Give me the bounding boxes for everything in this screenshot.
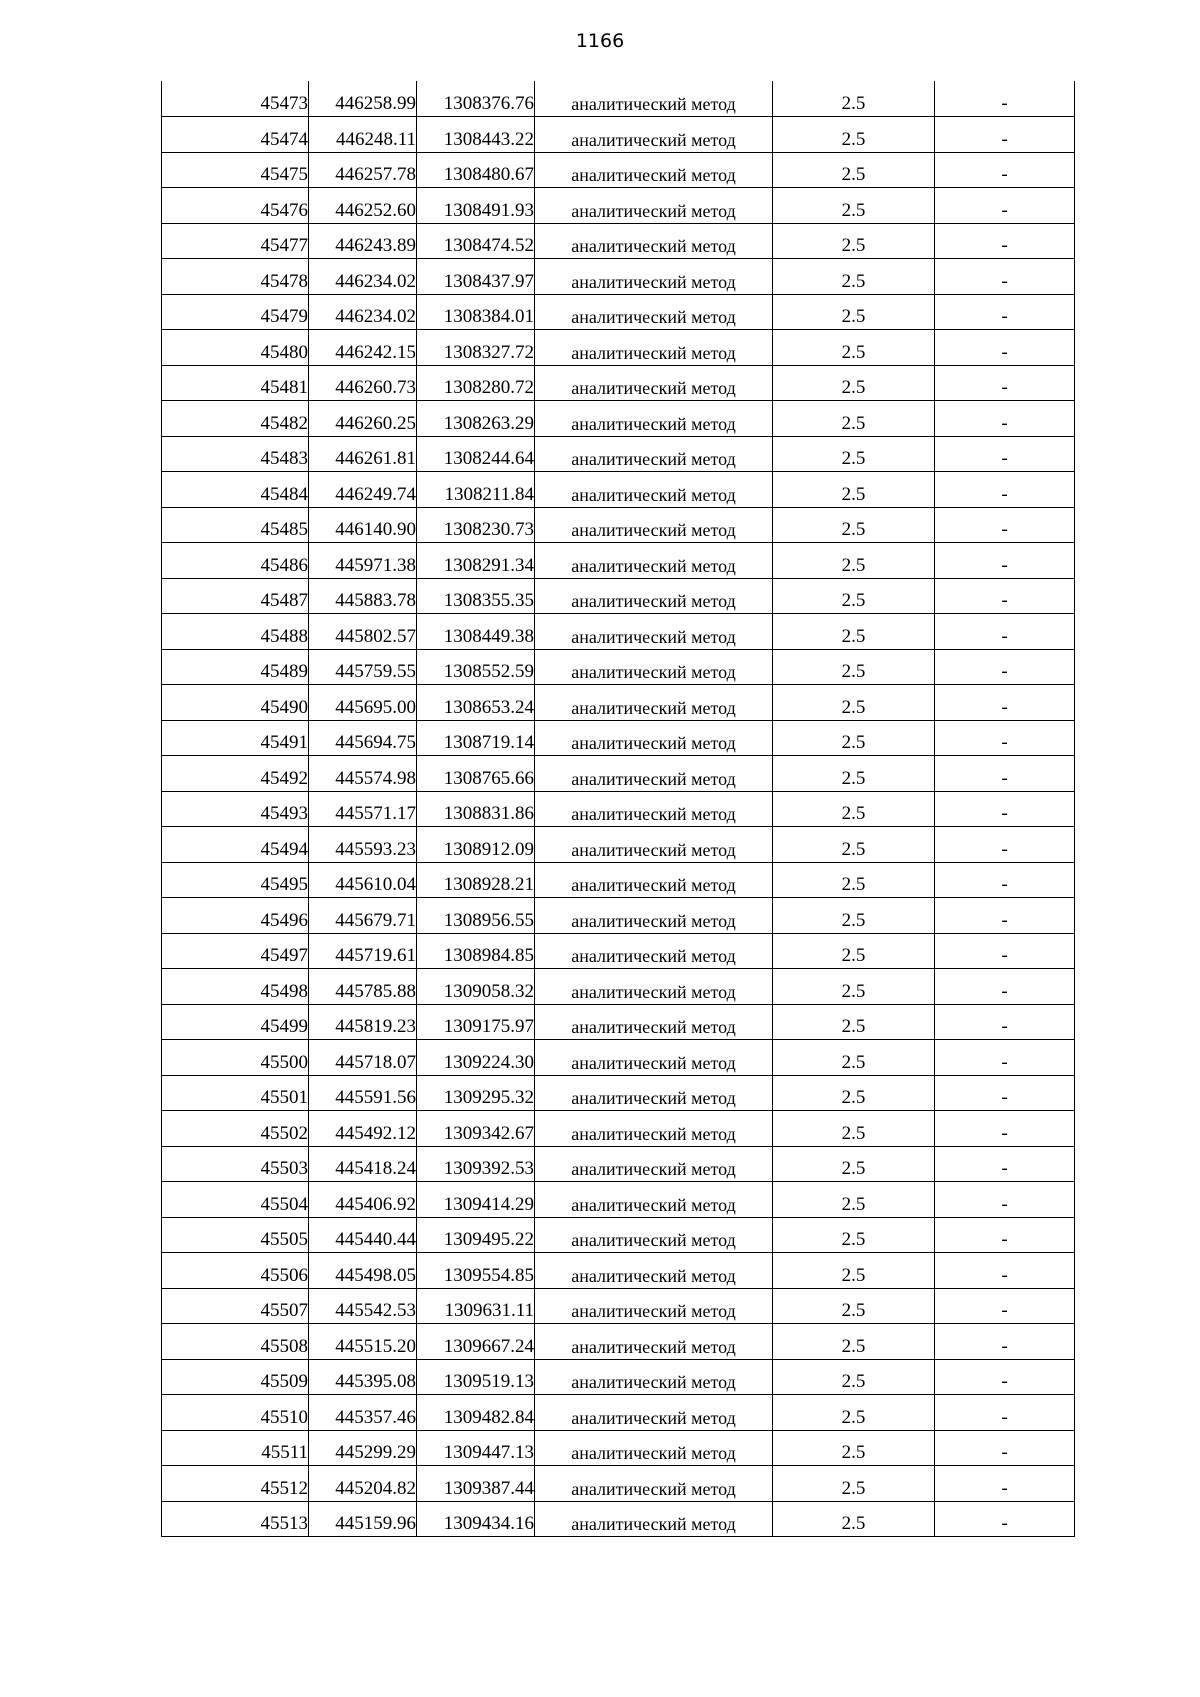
method-cell: аналитический метод: [535, 472, 773, 508]
y-coordinate-cell: 1308653.24: [417, 685, 535, 721]
method-cell: аналитический метод: [535, 1253, 773, 1289]
accuracy-cell: 2.5: [773, 862, 935, 898]
x-coordinate-cell: 445610.04: [309, 862, 417, 898]
y-coordinate-cell: 1309414.29: [417, 1182, 535, 1218]
x-coordinate-cell: 445395.08: [309, 1359, 417, 1395]
table-row: [162, 1146, 1075, 1182]
method-cell: аналитический метод: [535, 152, 773, 188]
y-coordinate-cell: 1308912.09: [417, 827, 535, 863]
method-cell: аналитический метод: [535, 259, 773, 295]
accuracy-cell: 2.5: [773, 685, 935, 721]
x-coordinate-cell: 445695.00: [309, 685, 417, 721]
note-cell: -: [935, 401, 1075, 437]
method-cell: аналитический метод: [535, 436, 773, 472]
point-number-cell: 45486: [162, 543, 309, 579]
x-coordinate-cell: 445492.12: [309, 1111, 417, 1147]
method-cell: аналитический метод: [535, 507, 773, 543]
point-number-cell: 45496: [162, 898, 309, 934]
method-cell: аналитический метод: [535, 365, 773, 401]
method-cell: аналитический метод: [535, 401, 773, 437]
point-number-cell: 45510: [162, 1395, 309, 1431]
note-cell: -: [935, 1217, 1075, 1253]
table-row: [162, 81, 1075, 117]
table-row: [162, 827, 1075, 863]
y-coordinate-cell: 1308928.21: [417, 862, 535, 898]
point-number-cell: 45490: [162, 685, 309, 721]
note-cell: -: [935, 1146, 1075, 1182]
accuracy-cell: 2.5: [773, 152, 935, 188]
x-coordinate-cell: 446248.11: [309, 117, 417, 153]
note-cell: -: [935, 1288, 1075, 1324]
x-coordinate-cell: 445406.92: [309, 1182, 417, 1218]
note-cell: -: [935, 791, 1075, 827]
method-cell: аналитический метод: [535, 294, 773, 330]
accuracy-cell: 2.5: [773, 543, 935, 579]
point-number-cell: 45473: [162, 81, 309, 117]
method-cell: аналитический метод: [535, 81, 773, 117]
accuracy-cell: 2.5: [773, 1111, 935, 1147]
accuracy-cell: 2.5: [773, 969, 935, 1005]
note-cell: -: [935, 578, 1075, 614]
method-cell: аналитический метод: [535, 1217, 773, 1253]
accuracy-cell: 2.5: [773, 365, 935, 401]
point-number-cell: 45512: [162, 1466, 309, 1502]
accuracy-cell: 2.5: [773, 1501, 935, 1537]
point-number-cell: 45492: [162, 756, 309, 792]
y-coordinate-cell: 1309519.13: [417, 1359, 535, 1395]
y-coordinate-cell: 1308355.35: [417, 578, 535, 614]
y-coordinate-cell: 1309434.16: [417, 1501, 535, 1537]
table-row: [162, 933, 1075, 969]
note-cell: -: [935, 1182, 1075, 1218]
point-number-cell: 45506: [162, 1253, 309, 1289]
x-coordinate-cell: 445357.46: [309, 1395, 417, 1431]
y-coordinate-cell: 1308480.67: [417, 152, 535, 188]
point-number-cell: 45474: [162, 117, 309, 153]
method-cell: аналитический метод: [535, 756, 773, 792]
table-row: [162, 1324, 1075, 1360]
point-number-cell: 45511: [162, 1430, 309, 1466]
point-number-cell: 45495: [162, 862, 309, 898]
accuracy-cell: 2.5: [773, 1288, 935, 1324]
x-coordinate-cell: 445718.07: [309, 1040, 417, 1076]
table-row: [162, 578, 1075, 614]
method-cell: аналитический метод: [535, 827, 773, 863]
table-row: [162, 401, 1075, 437]
y-coordinate-cell: 1308491.93: [417, 188, 535, 224]
method-cell: аналитический метод: [535, 1501, 773, 1537]
note-cell: -: [935, 1004, 1075, 1040]
note-cell: -: [935, 1466, 1075, 1502]
note-cell: -: [935, 1111, 1075, 1147]
accuracy-cell: 2.5: [773, 1395, 935, 1431]
method-cell: аналитический метод: [535, 543, 773, 579]
y-coordinate-cell: 1309631.11: [417, 1288, 535, 1324]
table-row: [162, 188, 1075, 224]
point-number-cell: 45477: [162, 223, 309, 259]
y-coordinate-cell: 1308244.64: [417, 436, 535, 472]
y-coordinate-cell: 1309175.97: [417, 1004, 535, 1040]
note-cell: -: [935, 1395, 1075, 1431]
point-number-cell: 45488: [162, 614, 309, 650]
table-row: [162, 898, 1075, 934]
coordinates-table: [161, 81, 1075, 1537]
method-cell: аналитический метод: [535, 1466, 773, 1502]
note-cell: -: [935, 1501, 1075, 1537]
x-coordinate-cell: 445759.55: [309, 649, 417, 685]
point-number-cell: 45497: [162, 933, 309, 969]
x-coordinate-cell: 445819.23: [309, 1004, 417, 1040]
x-coordinate-cell: 445971.38: [309, 543, 417, 579]
method-cell: аналитический метод: [535, 1004, 773, 1040]
table-row: [162, 791, 1075, 827]
table-row: [162, 365, 1075, 401]
table-row: [162, 259, 1075, 295]
accuracy-cell: 2.5: [773, 1466, 935, 1502]
note-cell: -: [935, 436, 1075, 472]
accuracy-cell: 2.5: [773, 472, 935, 508]
method-cell: аналитический метод: [535, 188, 773, 224]
note-cell: -: [935, 81, 1075, 117]
method-cell: аналитический метод: [535, 614, 773, 650]
table-row: [162, 330, 1075, 366]
accuracy-cell: 2.5: [773, 401, 935, 437]
note-cell: -: [935, 543, 1075, 579]
table-row: [162, 862, 1075, 898]
point-number-cell: 45513: [162, 1501, 309, 1537]
y-coordinate-cell: 1308230.73: [417, 507, 535, 543]
x-coordinate-cell: 446260.25: [309, 401, 417, 437]
accuracy-cell: 2.5: [773, 1359, 935, 1395]
x-coordinate-cell: 445299.29: [309, 1430, 417, 1466]
method-cell: аналитический метод: [535, 223, 773, 259]
note-cell: -: [935, 259, 1075, 295]
method-cell: аналитический метод: [535, 578, 773, 614]
accuracy-cell: 2.5: [773, 1075, 935, 1111]
table-row: [162, 152, 1075, 188]
point-number-cell: 45509: [162, 1359, 309, 1395]
x-coordinate-cell: 445802.57: [309, 614, 417, 650]
y-coordinate-cell: 1308211.84: [417, 472, 535, 508]
method-cell: аналитический метод: [535, 1359, 773, 1395]
accuracy-cell: 2.5: [773, 1253, 935, 1289]
table-row: [162, 614, 1075, 650]
accuracy-cell: 2.5: [773, 294, 935, 330]
note-cell: -: [935, 1324, 1075, 1360]
accuracy-cell: 2.5: [773, 436, 935, 472]
method-cell: аналитический метод: [535, 933, 773, 969]
accuracy-cell: 2.5: [773, 81, 935, 117]
x-coordinate-cell: 446234.02: [309, 259, 417, 295]
method-cell: аналитический метод: [535, 1395, 773, 1431]
x-coordinate-cell: 445542.53: [309, 1288, 417, 1324]
accuracy-cell: 2.5: [773, 756, 935, 792]
table-row: [162, 969, 1075, 1005]
y-coordinate-cell: 1308552.59: [417, 649, 535, 685]
accuracy-cell: 2.5: [773, 720, 935, 756]
table-row: [162, 1466, 1075, 1502]
method-cell: аналитический метод: [535, 898, 773, 934]
y-coordinate-cell: 1308449.38: [417, 614, 535, 650]
point-number-cell: 45494: [162, 827, 309, 863]
y-coordinate-cell: 1308719.14: [417, 720, 535, 756]
accuracy-cell: 2.5: [773, 1324, 935, 1360]
x-coordinate-cell: 445515.20: [309, 1324, 417, 1360]
method-cell: аналитический метод: [535, 117, 773, 153]
method-cell: аналитический метод: [535, 1324, 773, 1360]
point-number-cell: 45491: [162, 720, 309, 756]
note-cell: -: [935, 756, 1075, 792]
x-coordinate-cell: 445679.71: [309, 898, 417, 934]
accuracy-cell: 2.5: [773, 649, 935, 685]
note-cell: -: [935, 827, 1075, 863]
x-coordinate-cell: 445498.05: [309, 1253, 417, 1289]
y-coordinate-cell: 1309554.85: [417, 1253, 535, 1289]
method-cell: аналитический метод: [535, 685, 773, 721]
table-row: [162, 1040, 1075, 1076]
point-number-cell: 45484: [162, 472, 309, 508]
method-cell: аналитический метод: [535, 1146, 773, 1182]
table-row: [162, 507, 1075, 543]
y-coordinate-cell: 1308291.34: [417, 543, 535, 579]
point-number-cell: 45479: [162, 294, 309, 330]
method-cell: аналитический метод: [535, 969, 773, 1005]
point-number-cell: 45478: [162, 259, 309, 295]
accuracy-cell: 2.5: [773, 1182, 935, 1218]
point-number-cell: 45501: [162, 1075, 309, 1111]
x-coordinate-cell: 446140.90: [309, 507, 417, 543]
table-row: [162, 436, 1075, 472]
table-row: [162, 472, 1075, 508]
note-cell: -: [935, 294, 1075, 330]
y-coordinate-cell: 1308280.72: [417, 365, 535, 401]
y-coordinate-cell: 1308831.86: [417, 791, 535, 827]
point-number-cell: 45485: [162, 507, 309, 543]
table-row: [162, 1217, 1075, 1253]
x-coordinate-cell: 446260.73: [309, 365, 417, 401]
x-coordinate-cell: 445418.24: [309, 1146, 417, 1182]
point-number-cell: 45483: [162, 436, 309, 472]
point-number-cell: 45475: [162, 152, 309, 188]
x-coordinate-cell: 445591.56: [309, 1075, 417, 1111]
table-row: [162, 1111, 1075, 1147]
y-coordinate-cell: 1308443.22: [417, 117, 535, 153]
point-number-cell: 45504: [162, 1182, 309, 1218]
point-number-cell: 45500: [162, 1040, 309, 1076]
y-coordinate-cell: 1309392.53: [417, 1146, 535, 1182]
x-coordinate-cell: 446258.99: [309, 81, 417, 117]
point-number-cell: 45493: [162, 791, 309, 827]
x-coordinate-cell: 445694.75: [309, 720, 417, 756]
table-row: [162, 1395, 1075, 1431]
y-coordinate-cell: 1309342.67: [417, 1111, 535, 1147]
y-coordinate-cell: 1308376.76: [417, 81, 535, 117]
accuracy-cell: 2.5: [773, 578, 935, 614]
note-cell: -: [935, 152, 1075, 188]
accuracy-cell: 2.5: [773, 223, 935, 259]
table-row: [162, 117, 1075, 153]
table-row: [162, 223, 1075, 259]
point-number-cell: 45507: [162, 1288, 309, 1324]
y-coordinate-cell: 1308384.01: [417, 294, 535, 330]
note-cell: -: [935, 720, 1075, 756]
note-cell: -: [935, 898, 1075, 934]
note-cell: -: [935, 969, 1075, 1005]
method-cell: аналитический метод: [535, 649, 773, 685]
x-coordinate-cell: 446249.74: [309, 472, 417, 508]
method-cell: аналитический метод: [535, 330, 773, 366]
page-number: 1166: [575, 30, 625, 52]
method-cell: аналитический метод: [535, 1288, 773, 1324]
x-coordinate-cell: 446242.15: [309, 330, 417, 366]
note-cell: -: [935, 507, 1075, 543]
y-coordinate-cell: 1309667.24: [417, 1324, 535, 1360]
table-row: [162, 685, 1075, 721]
table-row: [162, 543, 1075, 579]
method-cell: аналитический метод: [535, 720, 773, 756]
note-cell: -: [935, 472, 1075, 508]
accuracy-cell: 2.5: [773, 507, 935, 543]
point-number-cell: 45476: [162, 188, 309, 224]
x-coordinate-cell: 446234.02: [309, 294, 417, 330]
point-number-cell: 45505: [162, 1217, 309, 1253]
point-number-cell: 45482: [162, 401, 309, 437]
note-cell: -: [935, 330, 1075, 366]
y-coordinate-cell: 1309058.32: [417, 969, 535, 1005]
accuracy-cell: 2.5: [773, 330, 935, 366]
x-coordinate-cell: 446261.81: [309, 436, 417, 472]
table-row: [162, 1501, 1075, 1537]
table-row: [162, 720, 1075, 756]
accuracy-cell: 2.5: [773, 117, 935, 153]
table-row: [162, 649, 1075, 685]
accuracy-cell: 2.5: [773, 827, 935, 863]
x-coordinate-cell: 445883.78: [309, 578, 417, 614]
note-cell: -: [935, 223, 1075, 259]
note-cell: -: [935, 1253, 1075, 1289]
note-cell: -: [935, 1430, 1075, 1466]
point-number-cell: 45481: [162, 365, 309, 401]
note-cell: -: [935, 365, 1075, 401]
y-coordinate-cell: 1308437.97: [417, 259, 535, 295]
note-cell: -: [935, 1075, 1075, 1111]
table-row: [162, 1288, 1075, 1324]
table-row: [162, 1004, 1075, 1040]
y-coordinate-cell: 1309482.84: [417, 1395, 535, 1431]
x-coordinate-cell: 445440.44: [309, 1217, 417, 1253]
x-coordinate-cell: 445571.17: [309, 791, 417, 827]
table-row: [162, 756, 1075, 792]
method-cell: аналитический метод: [535, 1182, 773, 1218]
note-cell: -: [935, 188, 1075, 224]
accuracy-cell: 2.5: [773, 259, 935, 295]
note-cell: -: [935, 933, 1075, 969]
point-number-cell: 45480: [162, 330, 309, 366]
table-row: [162, 1359, 1075, 1395]
point-number-cell: 45498: [162, 969, 309, 1005]
method-cell: аналитический метод: [535, 1075, 773, 1111]
y-coordinate-cell: 1309447.13: [417, 1430, 535, 1466]
point-number-cell: 45489: [162, 649, 309, 685]
table-row: [162, 1075, 1075, 1111]
method-cell: аналитический метод: [535, 1111, 773, 1147]
y-coordinate-cell: 1308327.72: [417, 330, 535, 366]
accuracy-cell: 2.5: [773, 188, 935, 224]
table-body: [162, 81, 1075, 1537]
accuracy-cell: 2.5: [773, 1217, 935, 1253]
note-cell: -: [935, 1040, 1075, 1076]
table-row: [162, 1182, 1075, 1218]
note-cell: -: [935, 117, 1075, 153]
table-row: [162, 294, 1075, 330]
y-coordinate-cell: 1309495.22: [417, 1217, 535, 1253]
accuracy-cell: 2.5: [773, 614, 935, 650]
point-number-cell: 45503: [162, 1146, 309, 1182]
note-cell: -: [935, 685, 1075, 721]
accuracy-cell: 2.5: [773, 1040, 935, 1076]
method-cell: аналитический метод: [535, 791, 773, 827]
y-coordinate-cell: 1308956.55: [417, 898, 535, 934]
accuracy-cell: 2.5: [773, 1430, 935, 1466]
y-coordinate-cell: 1309224.30: [417, 1040, 535, 1076]
note-cell: -: [935, 614, 1075, 650]
x-coordinate-cell: 446252.60: [309, 188, 417, 224]
x-coordinate-cell: 445159.96: [309, 1501, 417, 1537]
x-coordinate-cell: 446243.89: [309, 223, 417, 259]
note-cell: -: [935, 862, 1075, 898]
point-number-cell: 45499: [162, 1004, 309, 1040]
y-coordinate-cell: 1308263.29: [417, 401, 535, 437]
x-coordinate-cell: 445574.98: [309, 756, 417, 792]
y-coordinate-cell: 1308765.66: [417, 756, 535, 792]
x-coordinate-cell: 445719.61: [309, 933, 417, 969]
y-coordinate-cell: 1308474.52: [417, 223, 535, 259]
method-cell: аналитический метод: [535, 1430, 773, 1466]
accuracy-cell: 2.5: [773, 898, 935, 934]
table-row: [162, 1253, 1075, 1289]
point-number-cell: 45508: [162, 1324, 309, 1360]
point-number-cell: 45502: [162, 1111, 309, 1147]
accuracy-cell: 2.5: [773, 933, 935, 969]
y-coordinate-cell: 1308984.85: [417, 933, 535, 969]
x-coordinate-cell: 445593.23: [309, 827, 417, 863]
x-coordinate-cell: 445785.88: [309, 969, 417, 1005]
method-cell: аналитический метод: [535, 862, 773, 898]
accuracy-cell: 2.5: [773, 1146, 935, 1182]
table-row: [162, 1430, 1075, 1466]
x-coordinate-cell: 445204.82: [309, 1466, 417, 1502]
x-coordinate-cell: 446257.78: [309, 152, 417, 188]
note-cell: -: [935, 1359, 1075, 1395]
note-cell: -: [935, 649, 1075, 685]
y-coordinate-cell: 1309295.32: [417, 1075, 535, 1111]
point-number-cell: 45487: [162, 578, 309, 614]
accuracy-cell: 2.5: [773, 1004, 935, 1040]
method-cell: аналитический метод: [535, 1040, 773, 1076]
y-coordinate-cell: 1309387.44: [417, 1466, 535, 1502]
accuracy-cell: 2.5: [773, 791, 935, 827]
